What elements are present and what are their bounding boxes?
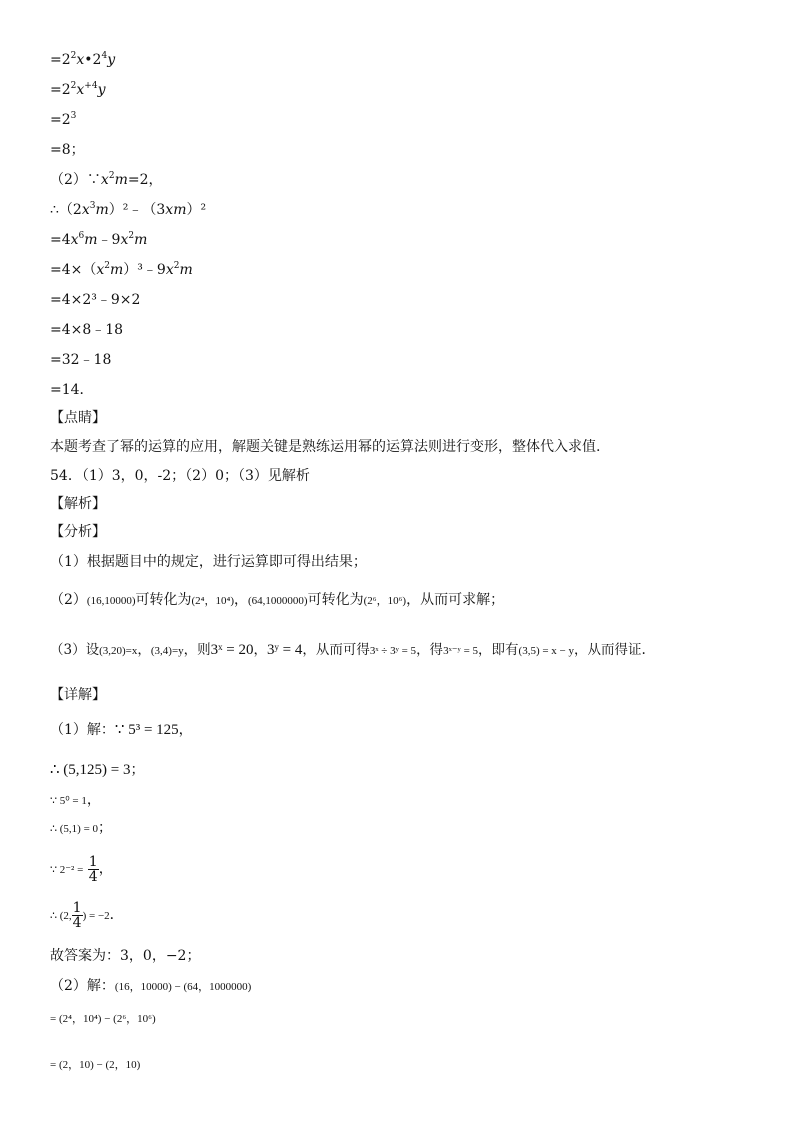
expr: (3,4)=y xyxy=(150,645,184,657)
solution-5: ∵ 2⁻² = $\frac{1}{4}$ ， xyxy=(50,853,113,885)
expr: 3ˣ⁻ʸ = 5 xyxy=(443,645,479,657)
expr: 3ˣ ÷ 3ʸ = 5 xyxy=(369,645,417,657)
heading-dianjing: 【点睛】 xyxy=(50,410,106,426)
expr: (2⁶，10⁶) xyxy=(363,595,407,607)
answer-summary: 故答案为：3，0，−2； xyxy=(50,948,201,964)
solution-3: ∵ 5⁰ = 1， xyxy=(50,792,101,808)
eq-line-3: $=2^3$ xyxy=(50,111,77,128)
expr: (16，10000) − (64，1000000) xyxy=(114,981,252,993)
expr: = (2，10) − (2，10) xyxy=(50,1059,141,1071)
expr: ∴ (5,1) = 0 xyxy=(50,823,99,835)
solution-8 xyxy=(50,1008,156,1029)
eq-line-2: $=2^2x^{+4}y$ xyxy=(50,81,106,98)
eq-line-10: =4×8﹣18 xyxy=(50,322,124,338)
eq-line-1: $=2^2x•2^4y$ xyxy=(50,51,116,68)
heading-xiangjie: 【详解】 xyxy=(50,687,106,703)
solution-9 xyxy=(50,1054,140,1075)
q54-answer: 54．（1）3，0，-2；（2）0；（3）见解析 xyxy=(50,468,310,484)
solution-1: （1）解：∵ 5³ = 125， xyxy=(50,722,193,738)
eq-line-7: $=4x^6m﹣9x^2m$ xyxy=(50,231,148,248)
expr: = (2⁴，10⁴) − (2⁶，10⁶) xyxy=(50,1013,156,1025)
expr: (3,20)=x xyxy=(99,645,138,657)
expr: ) = −2 xyxy=(82,910,110,922)
solution-6: ∴ (2, $\frac{1}{4}$ ) = −2． xyxy=(50,899,124,931)
eq-line-4: =8； xyxy=(50,142,85,158)
expr: (64,1000000) xyxy=(248,595,308,607)
analysis-3: （3）设(3,20)=x，(3,4)=y，则3ˣ = 20，3ʸ = 4，从而可得3ˣ ÷ 3ʸ = 5，得3ˣ⁻ʸ = 5，即有(3,5) = x − y，从而得证. xyxy=(50,642,646,658)
eq-line-9: =4×2³﹣9×2 xyxy=(50,292,141,308)
solution-7: （2）解：(16，10000) − (64，1000000) xyxy=(50,978,252,994)
eq-line-8: $=4\times(x^2m)^3﹣9x^2m$ xyxy=(50,261,193,278)
analysis-2: （2）(16,10000)可转化为(2⁴，10⁴)，(64,1000000)可转化为(2⁶，10⁶)，从而可求解； xyxy=(50,592,505,608)
expr: ∴ (2, xyxy=(50,910,72,922)
expr: ∴ (5,125) = 3 xyxy=(50,762,131,778)
expr: 3ˣ = 20 xyxy=(210,642,254,658)
expr: (3,5) = x − y xyxy=(518,645,575,657)
eq-line-6: $\therefore(2x^3m)^2﹣(3xm)^2$ xyxy=(50,201,207,218)
expr: 3ʸ = 4 xyxy=(266,642,303,658)
expr: ∵ 5³ = 125 xyxy=(114,722,179,738)
analysis-1: （1）根据题目中的规定，进行运算即可得出结果； xyxy=(50,554,367,570)
solution-4: ∴ (5,1) = 0； xyxy=(50,820,113,836)
dianjing-text: 本题考查了幂的运算的应用，解题关键是熟练运用幂的运算法则进行变形，整体代入求值. xyxy=(50,439,601,455)
expr: ∵ 2⁻² = xyxy=(50,864,84,876)
fraction: $\frac{1}{4}$ xyxy=(88,853,98,885)
fraction: $\frac{1}{4}$ xyxy=(72,899,82,931)
heading-jiexi: 【解析】 xyxy=(50,496,106,512)
expr: (16,10000) xyxy=(86,595,136,607)
eq-line-11: =32﹣18 xyxy=(50,352,112,368)
solution-2: ∴ (5,125) = 3； xyxy=(50,762,145,778)
eq-line-12: =14． xyxy=(50,382,94,398)
expr: (2⁴，10⁴) xyxy=(191,595,234,607)
expr: ∵ 5⁰ = 1 xyxy=(50,795,87,807)
heading-fenxi: 【分析】 xyxy=(50,524,106,540)
eq-line-5: $(2)\because x^2m=2$， xyxy=(50,171,163,188)
